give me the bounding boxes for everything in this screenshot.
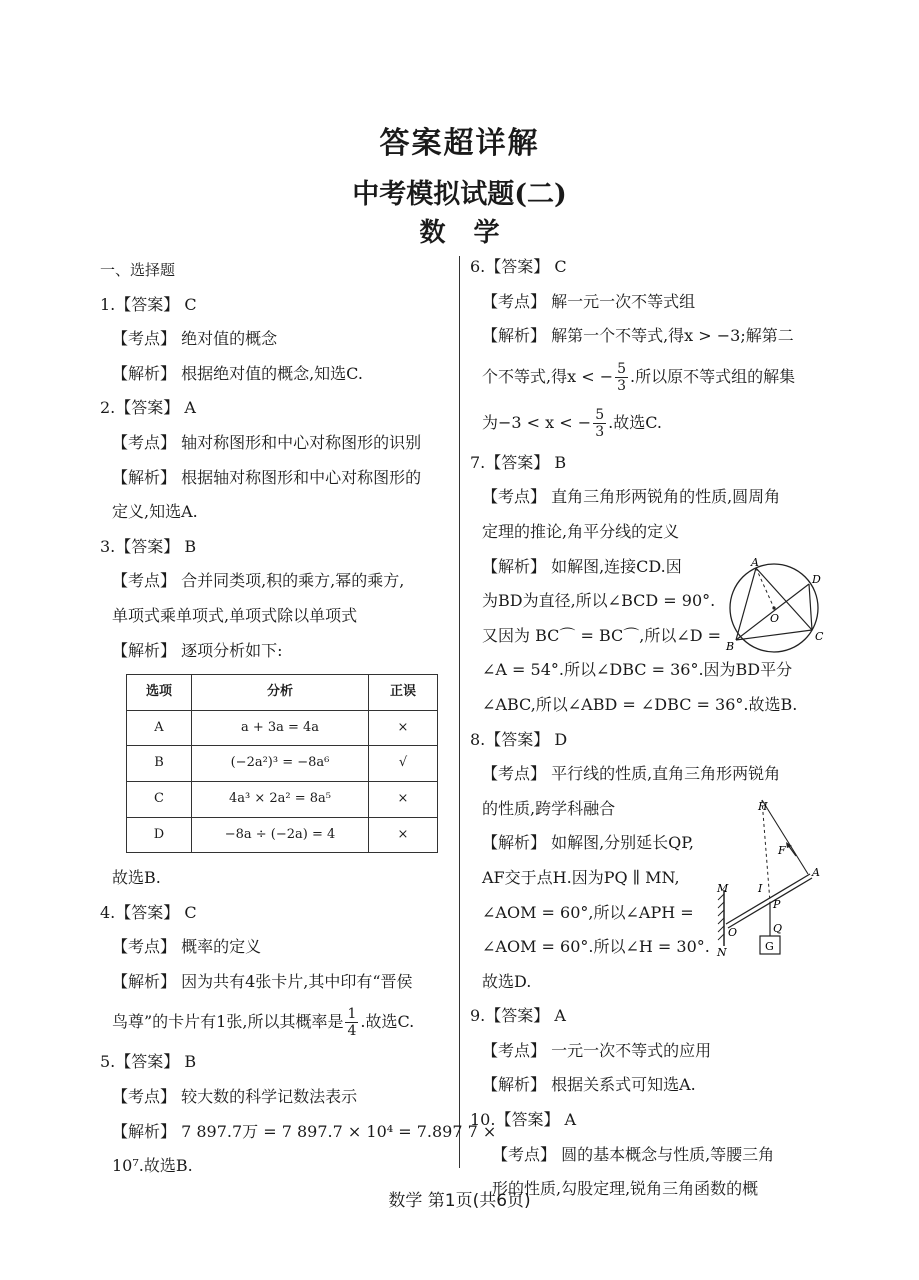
q6-analysis-line2 bbox=[470, 354, 825, 400]
q3-point-line1: 【考点】 合并同类项,积的乘方,幂的乘方, bbox=[112, 571, 405, 591]
q3-conclusion: 故选B. bbox=[112, 868, 161, 888]
table-row bbox=[127, 710, 438, 746]
table-cell: D bbox=[127, 817, 192, 853]
q7-answer: 7.【答案】 B bbox=[470, 452, 567, 472]
q7-analysis-line2: 为BD为直径,所以∠BCD = 90°. bbox=[482, 591, 716, 611]
q9-answer: 9.【答案】 A bbox=[470, 1006, 566, 1026]
fig-label: A bbox=[812, 866, 820, 879]
fig-label: N bbox=[717, 946, 727, 959]
q3-options-table bbox=[126, 674, 438, 853]
fig-label: G bbox=[765, 940, 774, 953]
q6-text-d: .故选C. bbox=[608, 412, 662, 432]
table-cell: 4a³ × 2a² = 8a⁵ bbox=[192, 781, 369, 817]
q6-text-b: .所以原不等式组的解集 bbox=[630, 366, 796, 386]
q7-analysis-line1: 【解析】 如解图,连接CD.因 bbox=[482, 556, 682, 576]
q8-point-line1: 【考点】 平行线的性质,直角三角形两锐角 bbox=[482, 764, 781, 784]
fraction-denominator: 4 bbox=[347, 1023, 357, 1040]
table-cell: × bbox=[369, 710, 438, 746]
fig-label: D bbox=[812, 573, 821, 586]
q2-point: 【考点】 轴对称图形和中心对称图形的识别 bbox=[112, 432, 422, 452]
q10-answer: 10.【答案】 A bbox=[470, 1110, 577, 1130]
table-row bbox=[127, 781, 438, 817]
q8-answer: 8.【答案】 D bbox=[470, 729, 568, 749]
section-heading: 一、选择题 bbox=[100, 261, 176, 279]
fig-label: F bbox=[778, 844, 786, 857]
q7-point-line2: 定理的推论,角平分线的定义 bbox=[482, 521, 680, 541]
subject-title: 数学 bbox=[419, 218, 528, 248]
q2-analysis-line1: 【解析】 根据轴对称图形和中心对称图形的 bbox=[112, 467, 422, 487]
table-header-cell: 正误 bbox=[369, 675, 438, 711]
q5-point: 【考点】 较大数的科学记数法表示 bbox=[112, 1087, 358, 1107]
q7-analysis-line4: ∠A = 54°.所以∠DBC = 36°.因为BD平分 bbox=[482, 660, 793, 680]
table-row bbox=[127, 746, 438, 782]
table-cell: −8a ÷ (−2a) = 4 bbox=[192, 817, 369, 853]
fig-label: C bbox=[815, 630, 824, 643]
q6-analysis-line3 bbox=[470, 400, 825, 446]
fig-label: Q bbox=[773, 922, 783, 935]
q8-analysis-line3: ∠AOM = 60°,所以∠APH = bbox=[482, 902, 694, 922]
q9-point: 【考点】 一元一次不等式的应用 bbox=[482, 1040, 712, 1060]
fraction bbox=[345, 1006, 358, 1039]
table-header-row bbox=[127, 675, 438, 711]
q9-analysis: 【解析】 根据关系式可知选A. bbox=[482, 1075, 696, 1095]
fig-label: I bbox=[758, 882, 763, 895]
table-cell: B bbox=[127, 746, 192, 782]
q7-point-line1: 【考点】 直角三角形两锐角的性质,圆周角 bbox=[482, 487, 781, 507]
table-cell: × bbox=[369, 817, 438, 853]
q1-answer: 1.【答案】 C bbox=[100, 294, 197, 314]
fraction-denominator: 3 bbox=[595, 423, 605, 440]
page-subtitle: 中考模拟试题(二) bbox=[352, 179, 567, 210]
q4-point: 【考点】 概率的定义 bbox=[112, 937, 262, 957]
table-header-cell: 选项 bbox=[127, 675, 192, 711]
fraction bbox=[615, 361, 628, 394]
fraction-denominator: 3 bbox=[617, 377, 627, 394]
q1-analysis: 【解析】 根据绝对值的概念,知选C. bbox=[112, 363, 363, 383]
table-cell: × bbox=[369, 781, 438, 817]
fig-label: O bbox=[728, 926, 738, 939]
fig-label: B bbox=[726, 640, 735, 653]
q5-answer: 5.【答案】 B bbox=[100, 1052, 197, 1072]
fig-label: H bbox=[758, 800, 768, 813]
q2-analysis-line2: 定义,知选A. bbox=[112, 502, 198, 522]
q3-answer: 3.【答案】 B bbox=[100, 536, 197, 556]
table-header-cell: 分析 bbox=[192, 675, 369, 711]
q6-analysis-line1: 【解析】 解第一个不等式,得x > −3;解第二 bbox=[482, 326, 794, 346]
q6-text-a: 个不等式,得x < − bbox=[482, 366, 614, 386]
q8-analysis-line2: AF交于点H.因为PQ ∥ MN, bbox=[482, 867, 680, 887]
fig-label: O bbox=[770, 612, 780, 625]
fig-label: M bbox=[717, 882, 729, 895]
table-cell: (−2a²)³ = −8a⁶ bbox=[192, 746, 369, 782]
q4-answer: 4.【答案】 C bbox=[100, 902, 197, 922]
table-cell: a + 3a = 4a bbox=[192, 710, 369, 746]
page-title: 答案超详解 bbox=[379, 126, 540, 161]
q5-analysis-line1: 【解析】 7 897.7万 = 7 897.7 × 10⁴ = 7.897 7 × bbox=[112, 1121, 497, 1141]
q3-point-line2: 单项式乘单项式,单项式除以单项式 bbox=[112, 605, 358, 625]
page-footer: 数学 第1页(共6页) bbox=[388, 1191, 531, 1211]
fraction-numerator: 1 bbox=[347, 1006, 357, 1023]
q8-analysis-line5: 故选D. bbox=[482, 971, 532, 991]
q1-point: 【考点】 绝对值的概念 bbox=[112, 329, 278, 349]
q8-point-line2: 的性质,跨学科融合 bbox=[482, 798, 616, 818]
fig-label: A bbox=[751, 556, 759, 569]
q6-answer: 6.【答案】 C bbox=[470, 257, 567, 276]
table-cell: A bbox=[127, 710, 192, 746]
table-cell: √ bbox=[369, 746, 438, 782]
q4-analysis-line2 bbox=[100, 999, 455, 1045]
q7-circle-figure bbox=[722, 556, 828, 656]
fig-label: P bbox=[773, 898, 781, 911]
column-divider bbox=[459, 256, 460, 1168]
q6-point: 【考点】 解一元一次不等式组 bbox=[482, 291, 696, 311]
q10-point-line1: 【考点】 圆的基本概念与性质,等腰三角 bbox=[492, 1144, 775, 1164]
right-column bbox=[470, 250, 825, 1207]
q4-analysis-line1: 【解析】 因为共有4张卡片,其中印有“晋侯 bbox=[112, 971, 413, 991]
q6-text-c: 为−3 < x < − bbox=[482, 412, 592, 432]
q8-analysis-line1: 【解析】 如解图,分别延长QP, bbox=[482, 833, 694, 853]
q3-analysis: 【解析】 逐项分析如下: bbox=[112, 640, 283, 660]
q5-analysis-line2: 10⁷.故选B. bbox=[112, 1156, 193, 1176]
fraction bbox=[593, 407, 606, 440]
q7-analysis-line3: 又因为 BC⌒ = BC⌒,所以∠D = bbox=[482, 625, 722, 645]
q2-answer: 2.【答案】 A bbox=[100, 398, 196, 418]
table-cell: C bbox=[127, 781, 192, 817]
q10-point-line2: 形的性质,勾股定理,锐角三角函数的概 bbox=[492, 1179, 759, 1199]
q7-analysis-line5: ∠ABC,所以∠ABD = ∠DBC = 36°.故选B. bbox=[482, 694, 798, 714]
fraction-numerator: 5 bbox=[617, 360, 627, 377]
fraction-numerator: 5 bbox=[595, 406, 605, 423]
q4-text-a: 鸟尊”的卡片有1张,所以其概率是 bbox=[112, 1012, 344, 1032]
table-row bbox=[127, 817, 438, 853]
left-column bbox=[100, 253, 497, 1184]
q4-text-b: .故选C. bbox=[360, 1012, 415, 1032]
q8-analysis-line4: ∠AOM = 60°.所以∠H = 30°. bbox=[482, 937, 710, 957]
q8-lever-figure bbox=[712, 798, 828, 962]
